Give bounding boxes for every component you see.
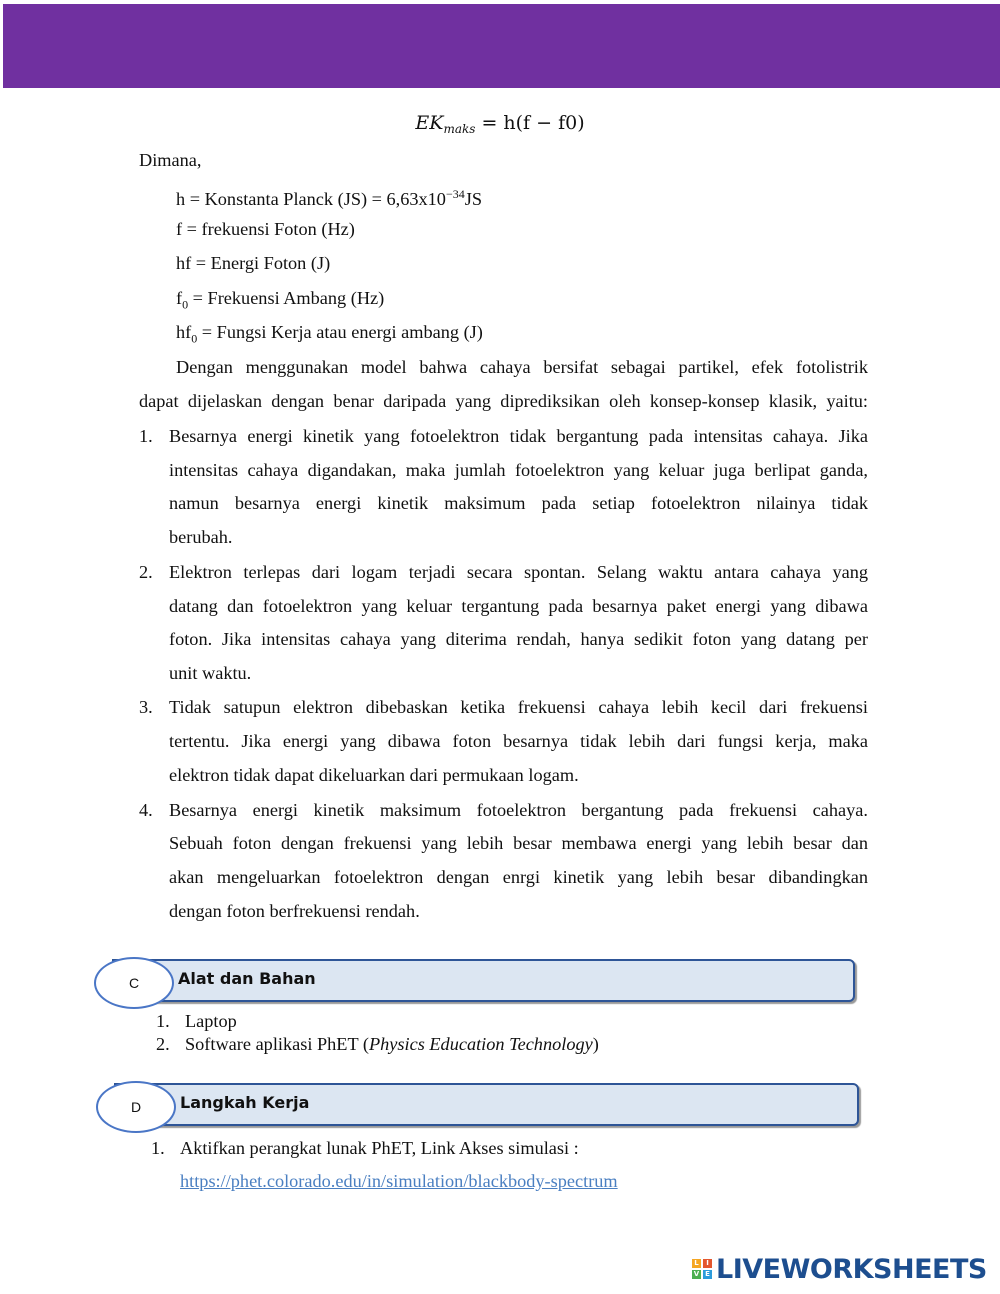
list-line: akan mengeluarkan fotoelektron dengan enrgi kinetik yang lebih besar dibandingkan: [169, 867, 868, 887]
list-number: 2.: [156, 1034, 170, 1054]
list-line: Besarnya energi kinetik yang fotoelektron tidak bergantung pada intensitas cahaya. Jika: [169, 426, 868, 446]
list-line: foton. Jika intensitas cahaya yang diterima rendah, hanya sedikit foton yang datang per: [169, 629, 868, 649]
list-line: Sebuah foton dengan frekuensi yang lebih besar membawa energi yang lebih besar dan: [169, 833, 868, 853]
liveworksheets-logo[interactable]: [692, 1254, 987, 1284]
section-d-title: Langkah Kerja: [180, 1093, 310, 1112]
definition-hf0: $hf_0$ = Fungsi Kerja atau energi ambang (J): [176, 322, 483, 346]
list-line: intensitas cahaya digandakan, maka jumlah fotoelektron yang keluar juga berlipat ganda,: [169, 460, 868, 480]
list-number: 4.: [139, 800, 153, 820]
logo-text: LIVEWORKSHEETS: [716, 1253, 987, 1285]
list-line: Besarnya energi kinetik maksimum fotoelektron bergantung pada frekuensi cahaya.: [169, 800, 868, 820]
list-line: namun besarnya energi kinetik maksimum pada setiap fotoelektron nilainya tidak: [169, 493, 868, 513]
definition-hf: hf = Energi Foton (J): [176, 253, 331, 273]
tool-item-laptop: Laptop: [185, 1011, 237, 1031]
definition-f: f = frekuensi Foton (Hz): [176, 219, 355, 239]
list-number: 1.: [156, 1011, 170, 1031]
list-line: datang dan fotoelektron yang keluar tergantung pada besarnya paket energi yang dibawa: [169, 596, 868, 616]
logo-icon: [692, 1259, 712, 1279]
definition-h: h = Konstanta Planck $(JS) = 6,63x10^{-34}JS$: [176, 187, 483, 210]
section-c-badge: C: [94, 957, 174, 1009]
list-number: 1.: [139, 426, 153, 446]
logo-square: V: [693, 1270, 700, 1278]
definition-f0: $f_0$ = Frekuensi Ambang (Hz): [176, 288, 385, 312]
tool-item-phet: Software aplikasi PhET (Physics Education Technology): [185, 1034, 599, 1054]
list-line: tertentu. Jika energi yang dibawa foton besarnya tidak lebih dari fungsi kerja, maka: [169, 731, 868, 751]
logo-square: I: [703, 1259, 712, 1268]
list-line: dengan foton berfrekuensi rendah.: [169, 901, 420, 921]
section-d-badge: D: [96, 1081, 176, 1133]
formula: $EK_{maks} = h(f - f0)$: [415, 112, 585, 136]
list-number: 1.: [151, 1138, 165, 1158]
step-1-text: Aktifkan perangkat lunak PhET, Link Akses simulasi :: [180, 1138, 579, 1158]
list-number: 2.: [139, 562, 153, 582]
logo-square: L: [692, 1259, 701, 1268]
section-c-title: Alat dan Bahan: [178, 969, 316, 988]
definitions-intro: Dimana,: [139, 150, 202, 170]
simulation-link[interactable]: https://phet.colorado.edu/in/simulation/blackbody-spectrum: [180, 1171, 618, 1191]
list-number: 3.: [139, 697, 153, 717]
list-line: Tidak satupun elektron dibebaskan ketika frekuensi cahaya lebih kecil dari frekuensi: [169, 697, 868, 717]
paragraph-line-1: Dengan menggunakan model bahwa cahaya bersifat sebagai partikel, efek fotolistrik: [176, 357, 868, 377]
list-line: berubah.: [169, 527, 233, 547]
header-bar: [3, 4, 1000, 88]
list-line: elektron tidak dapat dikeluarkan dari permukaan logam.: [169, 765, 579, 785]
list-line: Elektron terlepas dari logam terjadi secara spontan. Selang waktu antara cahaya yang: [169, 562, 868, 582]
paragraph-line-2: dapat dijelaskan dengan benar daripada yang diprediksikan oleh konsep-konsep klasik, yaitu:: [139, 391, 868, 411]
logo-square: E: [703, 1270, 712, 1279]
list-line: unit waktu.: [169, 663, 252, 683]
